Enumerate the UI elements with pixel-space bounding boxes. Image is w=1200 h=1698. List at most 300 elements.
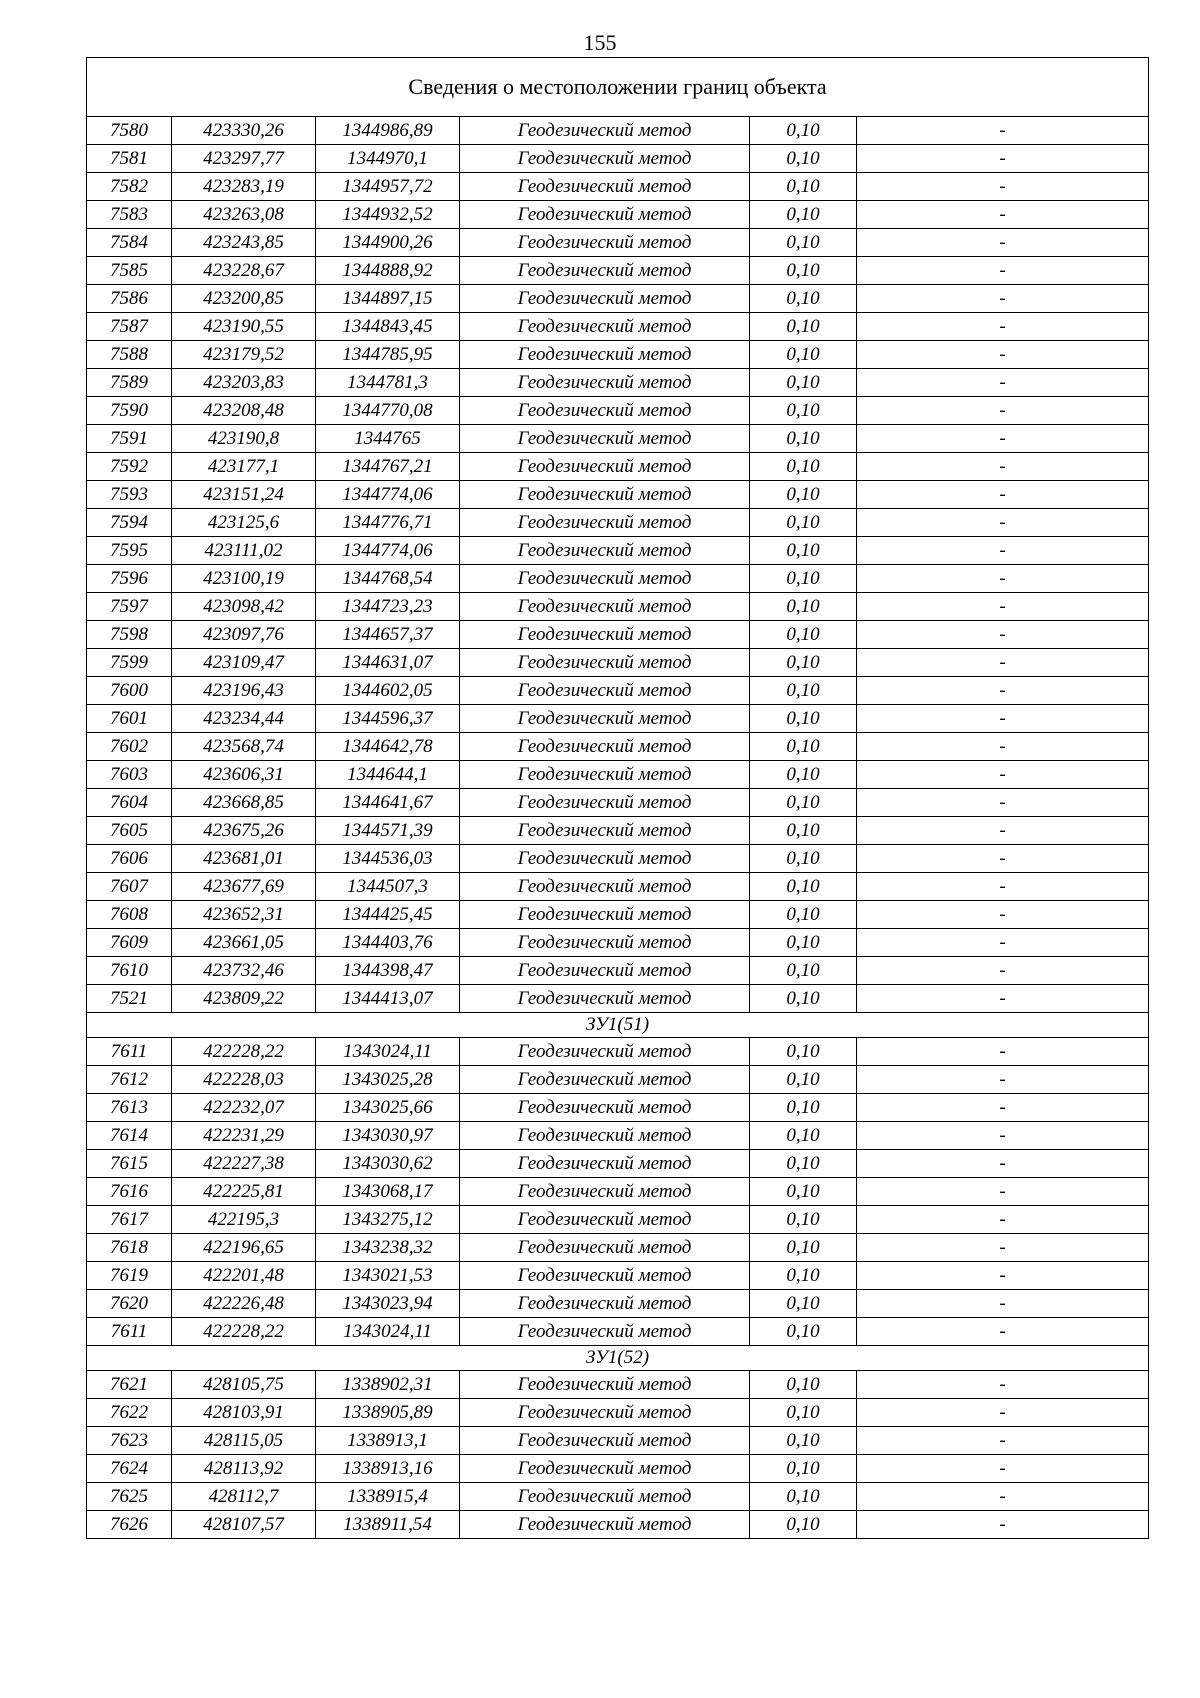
description-cell: - [857, 257, 1149, 285]
accuracy-cell: 0,10 [750, 425, 857, 453]
point-number-cell: 7611 [87, 1318, 172, 1346]
point-number-cell: 7588 [87, 341, 172, 369]
y-coordinate-cell: 1344785,95 [316, 341, 460, 369]
x-coordinate-cell: 423263,08 [172, 201, 316, 229]
method-cell: Геодезический метод [460, 1234, 750, 1262]
table-row [87, 985, 1149, 1013]
point-number-cell: 7592 [87, 453, 172, 481]
description-cell: - [857, 173, 1149, 201]
table-row [87, 1038, 1149, 1066]
method-cell: Геодезический метод [460, 761, 750, 789]
y-coordinate-cell: 1344767,21 [316, 453, 460, 481]
point-number-cell: 7623 [87, 1427, 172, 1455]
y-coordinate-cell: 1344644,1 [316, 761, 460, 789]
accuracy-cell: 0,10 [750, 1483, 857, 1511]
description-cell: - [857, 593, 1149, 621]
point-number-cell: 7619 [87, 1262, 172, 1290]
x-coordinate-cell: 423568,74 [172, 733, 316, 761]
method-cell: Геодезический метод [460, 1122, 750, 1150]
point-number-cell: 7589 [87, 369, 172, 397]
y-coordinate-cell: 1338911,54 [316, 1511, 460, 1539]
x-coordinate-cell: 423243,85 [172, 229, 316, 257]
method-cell: Геодезический метод [460, 341, 750, 369]
x-coordinate-cell: 428105,75 [172, 1371, 316, 1399]
table-row [87, 425, 1149, 453]
accuracy-cell: 0,10 [750, 649, 857, 677]
method-cell: Геодезический метод [460, 1094, 750, 1122]
method-cell: Геодезический метод [460, 1427, 750, 1455]
method-cell: Геодезический метод [460, 537, 750, 565]
y-coordinate-cell: 1344641,67 [316, 789, 460, 817]
x-coordinate-cell: 423297,77 [172, 145, 316, 173]
point-number-cell: 7605 [87, 817, 172, 845]
accuracy-cell: 0,10 [750, 789, 857, 817]
accuracy-cell: 0,10 [750, 145, 857, 173]
point-number-cell: 7521 [87, 985, 172, 1013]
description-cell: - [857, 1122, 1149, 1150]
x-coordinate-cell: 423203,83 [172, 369, 316, 397]
point-number-cell: 7585 [87, 257, 172, 285]
method-cell: Геодезический метод [460, 229, 750, 257]
table-row [87, 1427, 1149, 1455]
description-cell: - [857, 1455, 1149, 1483]
table-row [87, 677, 1149, 705]
x-coordinate-cell: 423190,55 [172, 313, 316, 341]
method-cell: Геодезический метод [460, 817, 750, 845]
method-cell: Геодезический метод [460, 957, 750, 985]
description-cell: - [857, 621, 1149, 649]
x-coordinate-cell: 428107,57 [172, 1511, 316, 1539]
description-cell: - [857, 1066, 1149, 1094]
point-number-cell: 7602 [87, 733, 172, 761]
point-number-cell: 7584 [87, 229, 172, 257]
table-row [87, 929, 1149, 957]
table-row [87, 621, 1149, 649]
y-coordinate-cell: 1344398,47 [316, 957, 460, 985]
method-cell: Геодезический метод [460, 565, 750, 593]
table-row [87, 1122, 1149, 1150]
description-cell: - [857, 1483, 1149, 1511]
description-cell: - [857, 649, 1149, 677]
point-number-cell: 7586 [87, 285, 172, 313]
method-cell: Геодезический метод [460, 677, 750, 705]
section-header-row [87, 1346, 1149, 1371]
description-cell: - [857, 733, 1149, 761]
method-cell: Геодезический метод [460, 313, 750, 341]
point-number-cell: 7583 [87, 201, 172, 229]
method-cell: Геодезический метод [460, 1371, 750, 1399]
page-number: 155 [583, 30, 617, 55]
description-cell: - [857, 873, 1149, 901]
accuracy-cell: 0,10 [750, 1178, 857, 1206]
y-coordinate-cell: 1338905,89 [316, 1399, 460, 1427]
point-number-cell: 7626 [87, 1511, 172, 1539]
x-coordinate-cell: 423098,42 [172, 593, 316, 621]
x-coordinate-cell: 423677,69 [172, 873, 316, 901]
description-cell: - [857, 761, 1149, 789]
x-coordinate-cell: 423681,01 [172, 845, 316, 873]
accuracy-cell: 0,10 [750, 873, 857, 901]
method-cell: Геодезический метод [460, 1290, 750, 1318]
table-row [87, 285, 1149, 313]
accuracy-cell: 0,10 [750, 1094, 857, 1122]
method-cell: Геодезический метод [460, 453, 750, 481]
x-coordinate-cell: 423100,19 [172, 565, 316, 593]
description-cell: - [857, 1178, 1149, 1206]
y-coordinate-cell: 1344657,37 [316, 621, 460, 649]
y-coordinate-cell: 1344843,45 [316, 313, 460, 341]
point-number-cell: 7625 [87, 1483, 172, 1511]
table-row [87, 705, 1149, 733]
description-cell: - [857, 229, 1149, 257]
description-cell: - [857, 677, 1149, 705]
table-row [87, 593, 1149, 621]
y-coordinate-cell: 1344642,78 [316, 733, 460, 761]
point-number-cell: 7590 [87, 397, 172, 425]
accuracy-cell: 0,10 [750, 1122, 857, 1150]
description-cell: - [857, 341, 1149, 369]
description-cell: - [857, 1262, 1149, 1290]
section-label: ЗУ1(52) [87, 1346, 1149, 1371]
method-cell: Геодезический метод [460, 789, 750, 817]
y-coordinate-cell: 1338902,31 [316, 1371, 460, 1399]
description-cell: - [857, 397, 1149, 425]
method-cell: Геодезический метод [460, 845, 750, 873]
description-cell: - [857, 985, 1149, 1013]
accuracy-cell: 0,10 [750, 985, 857, 1013]
point-number-cell: 7616 [87, 1178, 172, 1206]
accuracy-cell: 0,10 [750, 1427, 857, 1455]
accuracy-cell: 0,10 [750, 593, 857, 621]
method-cell: Геодезический метод [460, 117, 750, 145]
x-coordinate-cell: 423190,8 [172, 425, 316, 453]
table-header-row [87, 58, 1149, 117]
table-row [87, 649, 1149, 677]
accuracy-cell: 0,10 [750, 1318, 857, 1346]
table-row [87, 1483, 1149, 1511]
y-coordinate-cell: 1344774,06 [316, 537, 460, 565]
accuracy-cell: 0,10 [750, 1262, 857, 1290]
description-cell: - [857, 789, 1149, 817]
table-title: Сведения о местоположении границ объекта [87, 58, 1149, 117]
description-cell: - [857, 1399, 1149, 1427]
description-cell: - [857, 1038, 1149, 1066]
table-row [87, 257, 1149, 285]
accuracy-cell: 0,10 [750, 397, 857, 425]
y-coordinate-cell: 1343021,53 [316, 1262, 460, 1290]
x-coordinate-cell: 423177,1 [172, 453, 316, 481]
description-cell: - [857, 509, 1149, 537]
x-coordinate-cell: 422196,65 [172, 1234, 316, 1262]
table-row [87, 397, 1149, 425]
description-cell: - [857, 1206, 1149, 1234]
x-coordinate-cell: 422232,07 [172, 1094, 316, 1122]
accuracy-cell: 0,10 [750, 733, 857, 761]
point-number-cell: 7620 [87, 1290, 172, 1318]
table-row [87, 845, 1149, 873]
description-cell: - [857, 845, 1149, 873]
description-cell: - [857, 313, 1149, 341]
description-cell: - [857, 817, 1149, 845]
table-row [87, 1066, 1149, 1094]
y-coordinate-cell: 1344602,05 [316, 677, 460, 705]
accuracy-cell: 0,10 [750, 1038, 857, 1066]
accuracy-cell: 0,10 [750, 761, 857, 789]
section-label: ЗУ1(51) [87, 1013, 1149, 1038]
y-coordinate-cell: 1343024,11 [316, 1318, 460, 1346]
accuracy-cell: 0,10 [750, 117, 857, 145]
description-cell: - [857, 1371, 1149, 1399]
method-cell: Геодезический метод [460, 1262, 750, 1290]
x-coordinate-cell: 423179,52 [172, 341, 316, 369]
x-coordinate-cell: 423283,19 [172, 173, 316, 201]
x-coordinate-cell: 423097,76 [172, 621, 316, 649]
description-cell: - [857, 1234, 1149, 1262]
description-cell: - [857, 145, 1149, 173]
method-cell: Геодезический метод [460, 1150, 750, 1178]
method-cell: Геодезический метод [460, 873, 750, 901]
method-cell: Геодезический метод [460, 733, 750, 761]
table-row [87, 201, 1149, 229]
x-coordinate-cell: 423606,31 [172, 761, 316, 789]
description-cell: - [857, 453, 1149, 481]
accuracy-cell: 0,10 [750, 285, 857, 313]
point-number-cell: 7587 [87, 313, 172, 341]
method-cell: Геодезический метод [460, 201, 750, 229]
description-cell: - [857, 481, 1149, 509]
table-row [87, 369, 1149, 397]
description-cell: - [857, 957, 1149, 985]
description-cell: - [857, 369, 1149, 397]
accuracy-cell: 0,10 [750, 173, 857, 201]
table-row [87, 1094, 1149, 1122]
point-number-cell: 7612 [87, 1066, 172, 1094]
y-coordinate-cell: 1344571,39 [316, 817, 460, 845]
point-number-cell: 7581 [87, 145, 172, 173]
method-cell: Геодезический метод [460, 1038, 750, 1066]
description-cell: - [857, 201, 1149, 229]
method-cell: Геодезический метод [460, 1455, 750, 1483]
y-coordinate-cell: 1344888,92 [316, 257, 460, 285]
method-cell: Геодезический метод [460, 285, 750, 313]
accuracy-cell: 0,10 [750, 537, 857, 565]
table-row [87, 1178, 1149, 1206]
point-number-cell: 7601 [87, 705, 172, 733]
accuracy-cell: 0,10 [750, 1150, 857, 1178]
x-coordinate-cell: 423228,67 [172, 257, 316, 285]
y-coordinate-cell: 1343068,17 [316, 1178, 460, 1206]
y-coordinate-cell: 1344900,26 [316, 229, 460, 257]
x-coordinate-cell: 422228,22 [172, 1318, 316, 1346]
x-coordinate-cell: 423200,85 [172, 285, 316, 313]
point-number-cell: 7615 [87, 1150, 172, 1178]
y-coordinate-cell: 1338913,16 [316, 1455, 460, 1483]
y-coordinate-cell: 1344507,3 [316, 873, 460, 901]
description-cell: - [857, 929, 1149, 957]
x-coordinate-cell: 423652,31 [172, 901, 316, 929]
point-number-cell: 7606 [87, 845, 172, 873]
point-number-cell: 7596 [87, 565, 172, 593]
table-row [87, 341, 1149, 369]
y-coordinate-cell: 1344596,37 [316, 705, 460, 733]
accuracy-cell: 0,10 [750, 817, 857, 845]
x-coordinate-cell: 422225,81 [172, 1178, 316, 1206]
x-coordinate-cell: 423668,85 [172, 789, 316, 817]
point-number-cell: 7608 [87, 901, 172, 929]
y-coordinate-cell: 1344774,06 [316, 481, 460, 509]
table-row [87, 1318, 1149, 1346]
table-row [87, 1234, 1149, 1262]
point-number-cell: 7622 [87, 1399, 172, 1427]
accuracy-cell: 0,10 [750, 929, 857, 957]
x-coordinate-cell: 423125,6 [172, 509, 316, 537]
x-coordinate-cell: 422228,03 [172, 1066, 316, 1094]
accuracy-cell: 0,10 [750, 313, 857, 341]
description-cell: - [857, 117, 1149, 145]
x-coordinate-cell: 423111,02 [172, 537, 316, 565]
method-cell: Геодезический метод [460, 1483, 750, 1511]
accuracy-cell: 0,10 [750, 565, 857, 593]
description-cell: - [857, 1427, 1149, 1455]
y-coordinate-cell: 1338915,4 [316, 1483, 460, 1511]
table-row [87, 537, 1149, 565]
table-row [87, 789, 1149, 817]
y-coordinate-cell: 1338913,1 [316, 1427, 460, 1455]
y-coordinate-cell: 1344413,07 [316, 985, 460, 1013]
x-coordinate-cell: 423732,46 [172, 957, 316, 985]
x-coordinate-cell: 423675,26 [172, 817, 316, 845]
point-number-cell: 7598 [87, 621, 172, 649]
point-number-cell: 7600 [87, 677, 172, 705]
point-number-cell: 7582 [87, 173, 172, 201]
y-coordinate-cell: 1344770,08 [316, 397, 460, 425]
table-row [87, 957, 1149, 985]
point-number-cell: 7595 [87, 537, 172, 565]
table-row [87, 145, 1149, 173]
point-number-cell: 7591 [87, 425, 172, 453]
point-number-cell: 7580 [87, 117, 172, 145]
x-coordinate-cell: 423330,26 [172, 117, 316, 145]
x-coordinate-cell: 428103,91 [172, 1399, 316, 1427]
accuracy-cell: 0,10 [750, 509, 857, 537]
accuracy-cell: 0,10 [750, 957, 857, 985]
x-coordinate-cell: 422231,29 [172, 1122, 316, 1150]
accuracy-cell: 0,10 [750, 677, 857, 705]
y-coordinate-cell: 1344403,76 [316, 929, 460, 957]
point-number-cell: 7599 [87, 649, 172, 677]
method-cell: Геодезический метод [460, 145, 750, 173]
x-coordinate-cell: 423151,24 [172, 481, 316, 509]
y-coordinate-cell: 1344425,45 [316, 901, 460, 929]
point-number-cell: 7613 [87, 1094, 172, 1122]
method-cell: Геодезический метод [460, 1318, 750, 1346]
description-cell: - [857, 1318, 1149, 1346]
method-cell: Геодезический метод [460, 1399, 750, 1427]
x-coordinate-cell: 422226,48 [172, 1290, 316, 1318]
accuracy-cell: 0,10 [750, 1206, 857, 1234]
y-coordinate-cell: 1343030,97 [316, 1122, 460, 1150]
table-row [87, 117, 1149, 145]
description-cell: - [857, 537, 1149, 565]
section-header-row [87, 1013, 1149, 1038]
description-cell: - [857, 901, 1149, 929]
x-coordinate-cell: 423208,48 [172, 397, 316, 425]
y-coordinate-cell: 1344970,1 [316, 145, 460, 173]
y-coordinate-cell: 1344932,52 [316, 201, 460, 229]
method-cell: Геодезический метод [460, 1178, 750, 1206]
y-coordinate-cell: 1344776,71 [316, 509, 460, 537]
accuracy-cell: 0,10 [750, 201, 857, 229]
method-cell: Геодезический метод [460, 705, 750, 733]
accuracy-cell: 0,10 [750, 369, 857, 397]
table-row [87, 173, 1149, 201]
table-row [87, 1290, 1149, 1318]
point-number-cell: 7614 [87, 1122, 172, 1150]
description-cell: - [857, 705, 1149, 733]
x-coordinate-cell: 423809,22 [172, 985, 316, 1013]
table-row [87, 453, 1149, 481]
table-row [87, 1511, 1149, 1539]
x-coordinate-cell: 422227,38 [172, 1150, 316, 1178]
x-coordinate-cell: 428113,92 [172, 1455, 316, 1483]
accuracy-cell: 0,10 [750, 1066, 857, 1094]
y-coordinate-cell: 1343238,32 [316, 1234, 460, 1262]
method-cell: Геодезический метод [460, 425, 750, 453]
method-cell: Геодезический метод [460, 509, 750, 537]
point-number-cell: 7618 [87, 1234, 172, 1262]
accuracy-cell: 0,10 [750, 845, 857, 873]
method-cell: Геодезический метод [460, 369, 750, 397]
point-number-cell: 7607 [87, 873, 172, 901]
point-number-cell: 7609 [87, 929, 172, 957]
table-row [87, 1206, 1149, 1234]
table-row [87, 901, 1149, 929]
x-coordinate-cell: 423234,44 [172, 705, 316, 733]
accuracy-cell: 0,10 [750, 621, 857, 649]
x-coordinate-cell: 423661,05 [172, 929, 316, 957]
table-row [87, 733, 1149, 761]
x-coordinate-cell: 422201,48 [172, 1262, 316, 1290]
y-coordinate-cell: 1344897,15 [316, 285, 460, 313]
x-coordinate-cell: 423196,43 [172, 677, 316, 705]
method-cell: Геодезический метод [460, 173, 750, 201]
point-number-cell: 7594 [87, 509, 172, 537]
accuracy-cell: 0,10 [750, 901, 857, 929]
method-cell: Геодезический метод [460, 929, 750, 957]
table-row [87, 565, 1149, 593]
table-row [87, 1371, 1149, 1399]
method-cell: Геодезический метод [460, 481, 750, 509]
table-row [87, 817, 1149, 845]
x-coordinate-cell: 423109,47 [172, 649, 316, 677]
method-cell: Геодезический метод [460, 257, 750, 285]
y-coordinate-cell: 1344765 [316, 425, 460, 453]
method-cell: Геодезический метод [460, 621, 750, 649]
description-cell: - [857, 565, 1149, 593]
point-number-cell: 7604 [87, 789, 172, 817]
accuracy-cell: 0,10 [750, 481, 857, 509]
x-coordinate-cell: 422228,22 [172, 1038, 316, 1066]
y-coordinate-cell: 1343275,12 [316, 1206, 460, 1234]
table-row [87, 229, 1149, 257]
method-cell: Геодезический метод [460, 649, 750, 677]
y-coordinate-cell: 1344536,03 [316, 845, 460, 873]
table-row [87, 1455, 1149, 1483]
method-cell: Геодезический метод [460, 1066, 750, 1094]
table-row [87, 1150, 1149, 1178]
accuracy-cell: 0,10 [750, 705, 857, 733]
accuracy-cell: 0,10 [750, 453, 857, 481]
